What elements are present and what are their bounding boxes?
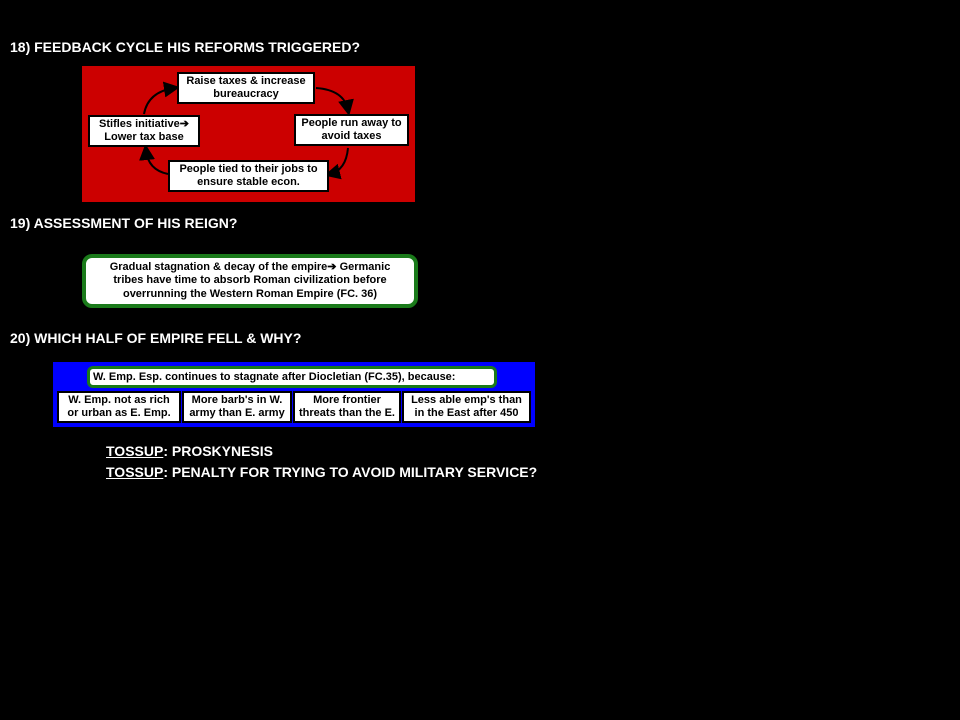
cycle-box-run-away-line1: People run away to: [301, 117, 402, 129]
tossup-text: : PENALTY FOR TRYING TO AVOID MILITARY SERVICE?: [163, 464, 538, 480]
feedback-cycle-panel: [82, 66, 415, 202]
reason-3-line2: threats than the E.: [299, 407, 395, 419]
arrow-left-to-top: [144, 88, 174, 114]
reason-box-frontier-threats: [293, 391, 401, 423]
western-empire-summary: W. Emp. Esp. continues to stagnate after Diocletian (FC.35), because:: [87, 366, 497, 388]
reason-4-line2: in the East after 450: [414, 407, 519, 419]
cycle-box-stifles-initiative-line2: Lower tax base: [104, 131, 184, 143]
reason-1-line2: or urban as E. Emp.: [67, 407, 171, 419]
tossup-proskynesis: [106, 443, 273, 459]
reason-box-not-as-rich: [57, 391, 181, 423]
cycle-box-tied-to-jobs-line1: People tied to their jobs to: [179, 163, 318, 175]
tossup-label: TOSSUP: [106, 464, 164, 480]
reason-box-more-barbs: [182, 391, 292, 423]
tossup-label: TOSSUP: [106, 443, 164, 459]
arrow-top-to-right: [316, 88, 348, 110]
reason-1-line1: W. Emp. not as rich: [68, 394, 170, 406]
cycle-box-stifles-initiative-line1: Stifles initiative➔: [99, 118, 189, 130]
cycle-box-run-away-line2: avoid taxes: [321, 130, 382, 142]
q18-heading: 18) FEEDBACK CYCLE HIS REFORMS TRIGGERED?: [10, 39, 361, 55]
tossup-military-service: [106, 464, 537, 480]
assessment-line-1: Gradual stagnation & decay of the empire➔ Germanic: [109, 260, 391, 273]
assessment-line-3: overrunning the Western Roman Empire (FC. 36): [122, 287, 378, 300]
q20-heading: 20) WHICH HALF OF EMPIRE FELL & WHY?: [10, 330, 302, 346]
cycle-box-raise-taxes-line1: Raise taxes & increase: [186, 75, 306, 87]
reason-box-less-able-emperors: [402, 391, 531, 423]
reason-4-line1: Less able emp's than: [411, 394, 522, 406]
tossup-text: : PROSKYNESIS: [163, 443, 274, 459]
cycle-box-tied-to-jobs-line2: ensure stable econ.: [197, 176, 300, 188]
arrow-bottom-to-left: [146, 150, 168, 174]
assessment-line-2: tribes have time to absorb Roman civilization before: [113, 274, 387, 287]
cycle-box-stifles-initiative: [88, 115, 200, 147]
reason-3-line1: More frontier: [313, 394, 381, 406]
q19-heading: 19) ASSESSMENT OF HIS REIGN?: [10, 215, 238, 231]
cycle-box-raise-taxes: [177, 72, 315, 104]
cycle-box-run-away: [294, 114, 409, 146]
reason-2-line2: army than E. army: [189, 407, 285, 419]
reason-2-line1: More barb's in W.: [191, 394, 283, 406]
arrow-right-to-bottom: [330, 148, 348, 174]
cycle-box-raise-taxes-line2: bureaucracy: [213, 88, 279, 100]
cycle-box-tied-to-jobs: [168, 160, 329, 192]
assessment-box: [82, 254, 418, 308]
